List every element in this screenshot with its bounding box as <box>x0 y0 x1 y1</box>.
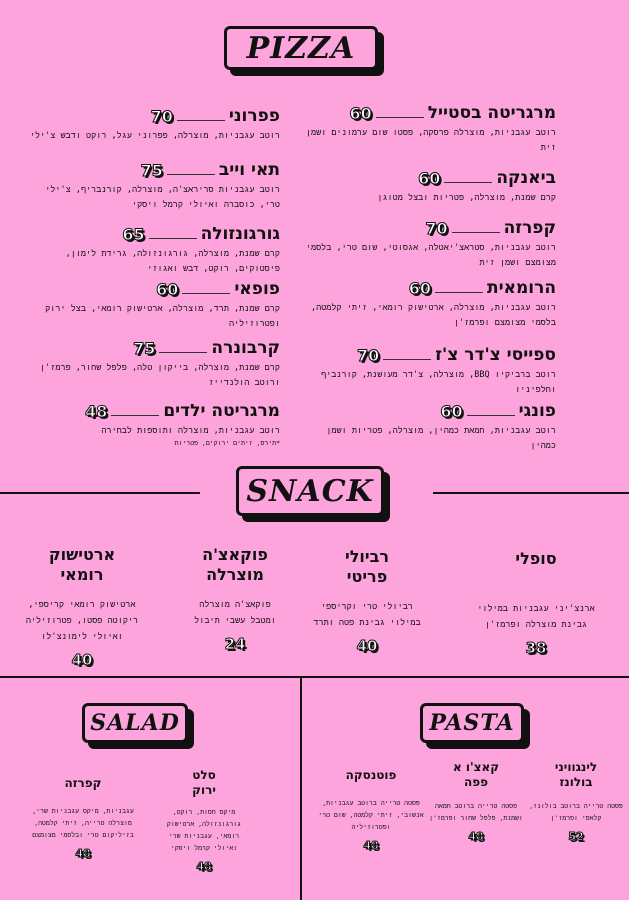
item-name: רביולי פריטי <box>345 547 389 586</box>
pasta-item <box>428 760 524 843</box>
item-desc: קרם שמנת, מוצרלה, גורגונזולה, גרידת לימון, פיסטוקים, רוקט, דבש ואגוזי <box>65 249 280 274</box>
item-price: 70 <box>150 107 173 126</box>
item-name: קפרזה <box>64 776 102 790</box>
item-desc: פסטה טרייה ברוטב חמאה ושמנת, פלפל שחור ופרמז'ן <box>429 802 523 822</box>
divider-line <box>300 676 302 900</box>
item-price: 75 <box>140 161 163 180</box>
item-price: 24 <box>224 635 246 653</box>
item-desc: קרם שמנת, מוצרלה, בייקון טלה, פלפל שחור, פרמז'ן ורוטב הולנדייז <box>40 363 280 388</box>
item-name: פוטנסקה <box>345 768 397 782</box>
item-price: 60 <box>349 104 372 123</box>
item-desc: קרם שמנת, תרד, מוצרלה, ארטישוק רומאי, בצל ירוק ופטרוזיליה <box>45 304 280 329</box>
snack-item <box>180 545 290 653</box>
item-name: קאצ'ו א פפה <box>452 760 500 789</box>
item-price: 65 <box>122 225 145 244</box>
salad-title: SALAD <box>82 703 188 743</box>
item-price: 60 <box>440 402 463 421</box>
menu-item <box>20 160 280 213</box>
menu-item <box>296 401 556 454</box>
item-price: 38 <box>525 639 547 657</box>
item-desc: רוטב עגבניות, חמאת כמהין, מוצרלה, פטריות ושמן כמהין <box>326 426 556 451</box>
pasta-item <box>526 760 626 843</box>
item-desc: פסטה טרייה ברוטב בולונז, קלאסי ופרמז'ן <box>529 802 623 822</box>
item-name: סלט ירוק <box>192 768 216 797</box>
menu-item <box>296 103 556 156</box>
pasta-section-badge <box>420 703 524 743</box>
pasta-item <box>316 768 426 852</box>
menu-item <box>296 218 556 271</box>
item-name: פפרוני <box>228 106 280 126</box>
snack-item <box>22 545 142 669</box>
item-desc: ארטישוק רומאי קריספי, ריקוטה פסטו, פטרוזיליה ואיולי לימונצ'לו <box>25 600 139 642</box>
item-name: פוקאצ'ה מוצרלה <box>202 545 268 584</box>
item-price: 75 <box>133 339 156 358</box>
item-desc: רוטב עגבניות, מוצרלה פרסקה, פסטו שום ערמונים ושמן זית <box>305 128 556 153</box>
divider-line <box>0 676 629 678</box>
item-desc: רביולי טרי וקריספי במילוי גבינת פטה ותרד <box>313 602 421 628</box>
salad-item <box>156 768 252 873</box>
item-desc: עגבניות, מיקס עגבניות שרי, מוצרלה טרייה, זיתי קלמטה, בזיליקום טרי ובלסמי מצומצם <box>32 807 134 839</box>
snack-item <box>470 549 602 657</box>
item-desc: מיקס חסות, רוקט, גורגונזולה, ארטישוק רומאי, עגבניות שרי ואיולי קרמל ויסקי <box>166 808 242 852</box>
item-name: גורגונזולה <box>200 224 280 244</box>
menu-item <box>20 279 280 332</box>
item-price: 60 <box>408 279 431 298</box>
item-name: פופאי <box>234 279 280 299</box>
item-desc: רוטב עגבניות סריראצ'ה, מוצרלה, קורנבריף, צ'ילי טרי, כוסברה ואיולי קרמל ויסקי <box>45 185 280 210</box>
divider-line <box>0 492 200 494</box>
menu-item <box>296 278 556 331</box>
item-name: קפרזה <box>503 218 556 238</box>
menu-item <box>296 345 556 398</box>
item-desc: רוטב ברביקיו BBQ, מוצרלה, צ'דר מעושנת, קורנביף וחלפיניו <box>321 370 556 395</box>
item-name: הרומאית <box>486 278 556 298</box>
item-price: 48 <box>468 830 484 843</box>
item-name: מרגריטה ילדים <box>163 401 280 421</box>
menu-item <box>20 338 280 391</box>
pizza-title: PIZZA <box>224 26 378 70</box>
item-price: 52 <box>568 830 584 843</box>
item-name: ביאנקה <box>496 168 556 188</box>
item-desc: רוטב עגבניות, סטראצ'יאטלה, אגסוטי, שום טרי, בלסמי מצומצם ושמן זית <box>305 243 556 268</box>
item-name: ספייסי צ'דר צ'ז <box>435 345 556 365</box>
item-name: לינגוויני בולונז <box>554 760 598 789</box>
item-desc: קרם שמנת, מוצרלה, פטריות ובצל מטוגן <box>377 193 556 203</box>
item-price: 48 <box>363 839 379 852</box>
salad-item <box>28 776 138 860</box>
item-name: סופלי <box>515 549 557 568</box>
divider-line <box>433 492 629 494</box>
item-price: 70 <box>425 219 448 238</box>
snack-section-badge <box>236 466 384 516</box>
item-price: 48 <box>196 860 212 873</box>
snack-title: SNACK <box>236 466 384 516</box>
item-price: 70 <box>356 346 380 365</box>
menu-item <box>20 224 280 277</box>
item-name: מרגריטה בסטייל <box>427 103 556 123</box>
item-desc: רוטב עגבניות, מוצרלה, פפרוני עגל, רוקט ודבש צ'ילי <box>29 131 280 141</box>
item-desc: פוקאצ'ה מוצרלה ומטבל עשבי תיבול <box>194 600 276 626</box>
item-name: ארטישוק רומאי <box>48 545 116 584</box>
salad-section-badge <box>82 703 188 743</box>
item-desc: פסטה טרייה ברוטב עגבניות, אנשובי, זיתי קלמטה, שום טרי ופטרוזיליה <box>318 799 424 831</box>
pizza-section-badge <box>224 26 378 70</box>
menu-item <box>296 168 556 206</box>
item-desc: רוטב עגבניות, מוצרלה, ארטישוק רומאי, זיתי קלמטה, בלסמי מצומצם ופרמז'ן <box>310 303 556 328</box>
item-price: 48 <box>75 847 91 860</box>
item-price: 60 <box>156 280 179 299</box>
item-name: פונגי <box>518 401 556 421</box>
item-price: 60 <box>418 169 441 188</box>
item-price: 48 <box>85 402 108 421</box>
item-desc: רוטב עגבניות, מוצרלה ותוספות לבחירה <box>101 426 280 436</box>
menu-item <box>20 106 280 144</box>
item-note: *תירס, זיתים ירוקים, פטריות <box>174 439 280 447</box>
snack-item <box>312 547 422 655</box>
pasta-title: PASTA <box>420 703 524 743</box>
item-price: 40 <box>71 651 93 669</box>
item-name: קרבונרה <box>211 338 280 358</box>
item-name: תאי וייב <box>218 160 280 180</box>
menu-item <box>20 401 280 447</box>
item-desc: ארנצ'יני עגבניות במילוי גבינת מוצרלה ופרמז'ן <box>477 604 595 630</box>
item-price: 40 <box>356 637 378 655</box>
